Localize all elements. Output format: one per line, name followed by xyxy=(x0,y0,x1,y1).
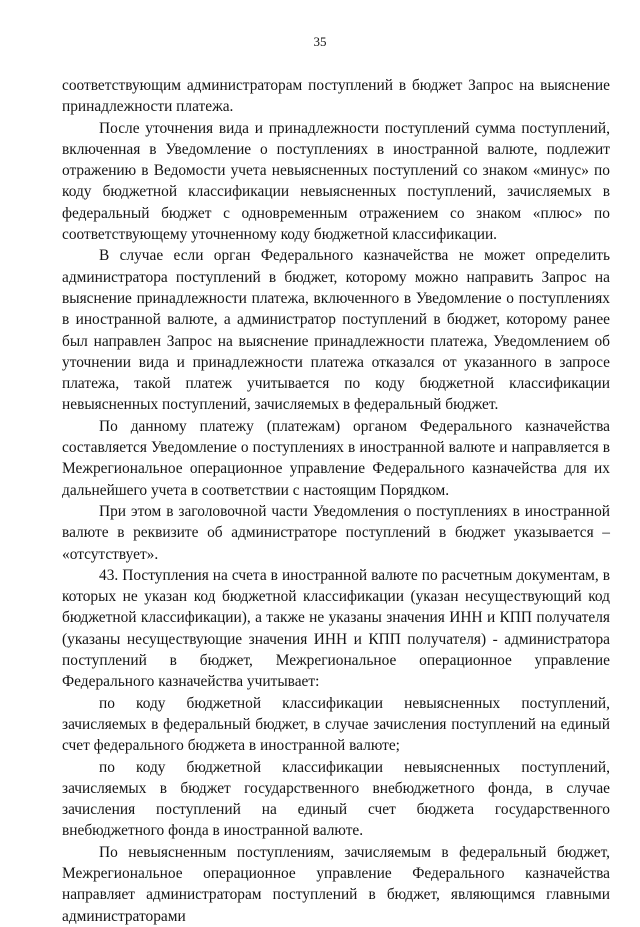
paragraph-clarification: После уточнения вида и принадлежности поступлений сумма поступлений, включенная в Уведомление о поступлениях в иностранной валюте, подлежит отражению в Ведомости учета невыясненных поступлений со знаком «минус» по коду бюджетной классификации невыясненных поступлений, зачисляемых в федеральный бюджет с одновременным отражением со знаком «плюс» по соответствующему уточненному коду бюджетной классификации. xyxy=(62,119,610,244)
paragraph-federal-budget-code: по коду бюджетной классификации невыясненных поступлений, зачисляемых в федеральный бюджет, в случае зачисления поступлений на единый счет федерального бюджета в иностранной валюте; xyxy=(62,694,610,755)
paragraph-undetermined-administrator: В случае если орган Федерального казначейства не может определить администратора поступлений в бюджет, которому можно направить Запрос на выяснение принадлежности платежа, включенного в Уведомление о поступлениях в иностранной валюте, а администратор поступлений в бюджет, которому ранее был направлен Запрос на выяснение принадлежности платежа, Уведомлением об уточнении вида и принадлежности платежа отказался от указанного в запросе платежа, такой платеж учитывается по коду бюджетной классификации невыясненных поступлений, зачисляемых в федеральный бюджет. xyxy=(62,247,610,414)
paragraph-header-requisite: При этом в заголовочной части Уведомления о поступлениях в иностранной валюте в реквизите об администраторе поступлений в бюджет указывается – «отсутствует». xyxy=(62,502,610,563)
paragraph-continuation: соответствующим администраторам поступлений в бюджет Запрос на выяснение принадлежности платежа. xyxy=(62,77,610,116)
paragraph-payment-notice: По данному платежу (платежам) органом Федерального казначейства составляется Уведомление о поступлениях в иностранной валюте и направляется в Межрегиональное операционное управление Федерального казначейства для их дальнейшего учета в соответствии с настоящим Порядком. xyxy=(62,417,610,499)
paragraph-unidentified-receipts: По невыясненным поступлениям, зачисляемым в федеральный бюджет, Межрегиональное операционное управление Федерального казначейства направляет администраторам поступлений в бюджет, являющимся главными администраторами xyxy=(62,843,610,925)
document-body xyxy=(62,75,610,927)
paragraph-item-43: 43. Поступления на счета в иностранной валюте по расчетным документам, в которых не указан код бюджетной классификации (указан несуществующий код бюджетной классификации), а также не указаны значения ИНН и КПП получателя (указаны несуществующие значения ИНН и КПП получателя) - администратора поступлений в бюджет, Межрегиональное операционное управление Федерального казначейства учитывает: xyxy=(62,566,610,691)
paragraph-extrabudgetary-fund-code: по коду бюджетной классификации невыясненных поступлений, зачисляемых в бюджет государственного внебюджетного фонда, в случае зачисления поступлений на единый счет бюджета государственного внебюджетного фонда в иностранной валюте. xyxy=(62,758,610,840)
page-number: 35 xyxy=(313,34,327,49)
